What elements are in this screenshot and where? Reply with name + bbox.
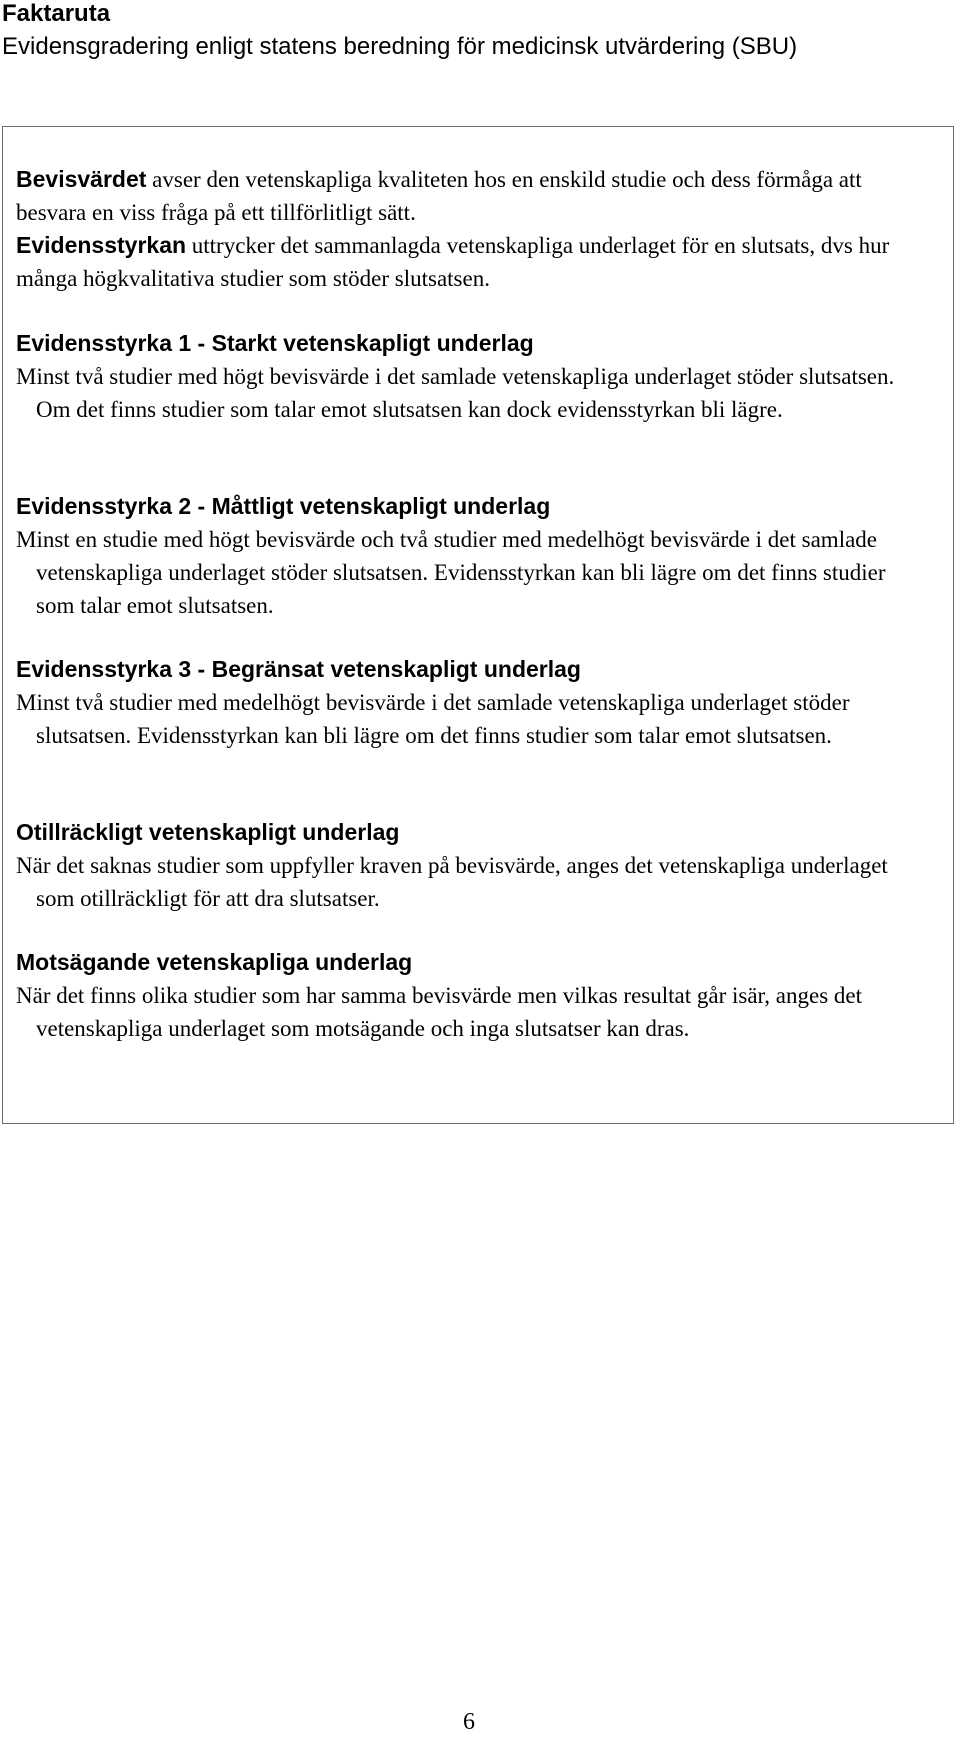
definition-evidensstyrkan [16,229,916,295]
section-text: Minst en studie med högt bevisvärde och två studier med medelhögt bevisvärde i det samlade vetenskapliga underlaget stöder slutsatsen. Evidensstyrkan kan bli lägre om det finns studier som talar emot slutsatsen. [16,527,886,618]
section-heading: Motsägande vetenskapliga underlag [16,949,413,975]
section-heading: Otillräckligt vetenskapligt underlag [16,819,400,845]
section-heading: Evidensstyrka 1 - Starkt vetenskapligt underlag [16,330,534,356]
definition-text: uttrycker det sammanlagda vetenskapliga underlaget för en slutsats, dvs hur många högkvalitativa studier som stöder slutsatsen. [16,233,890,291]
section-heading: Evidensstyrka 2 - Måttligt vetenskapligt underlag [16,493,551,519]
page-subtitle: Evidensgradering enligt statens beredning för medicinsk utvärdering (SBU) [2,33,798,60]
section-text: Minst två studier med högt bevisvärde i det samlade vetenskapliga underlaget stöder slutsatsen. Om det finns studier som talar emot slutsatsen kan dock evidensstyrkan bli lägre. [16,364,895,422]
definition-text: avser den vetenskapliga kvaliteten hos en enskild studie och dess förmåga att besvara en viss fråga på ett tillförlitligt sätt. [16,167,862,225]
definition-bevisvardet [16,163,916,229]
section-text: När det saknas studier som uppfyller kraven på bevisvärde, anges det vetenskapliga underlaget som otillräckligt för att dra slutsatser. [16,853,888,911]
page-number: 6 [463,1709,475,1735]
section-text: När det finns olika studier som har samma bevisvärde men vilkas resultat går isär, anges det vetenskapliga underlaget som motsägande och inga slutsatser kan dras. [16,983,863,1041]
definition-term: Evidensstyrkan [16,232,187,258]
section-evidensstyrka-3 [16,653,916,752]
page-title: Faktaruta [2,0,111,27]
definition-term: Bevisvärdet [16,166,147,192]
section-evidensstyrka-1 [16,327,916,426]
section-text: Minst två studier med medelhögt bevisvärde i det samlade vetenskapliga underlaget stöder slutsatsen. Evidensstyrkan kan bli lägre om det finns studier som talar emot slutsatsen. [16,690,850,748]
section-heading: Evidensstyrka 3 - Begränsat vetenskapligt underlag [16,656,581,682]
fact-box [2,126,954,1124]
section-motsagande [16,946,916,1045]
section-otillrackligt [16,816,916,915]
section-evidensstyrka-2 [16,490,916,622]
